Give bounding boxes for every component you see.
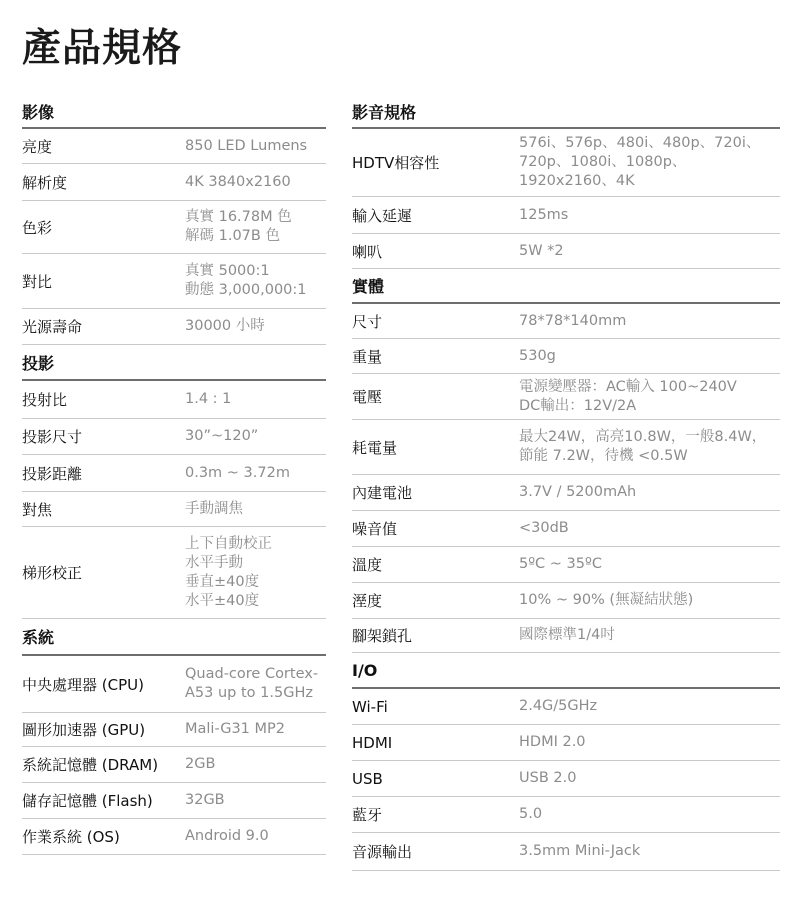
spec-value-line: 1.4 : 1 [185, 391, 232, 407]
spec-label: 作業系統 (OS) [22, 828, 120, 846]
spec-row [22, 381, 326, 419]
spec-row [22, 309, 326, 345]
spec-label: 梯形校正 [22, 564, 83, 582]
section-heading: 影音規格 [352, 96, 780, 129]
spec-value-line: HDMI 2.0 [519, 734, 586, 750]
spec-value-line: Mali-G31 MP2 [185, 721, 285, 737]
section-heading: 投影 [22, 345, 326, 381]
spec-label: 溫度 [352, 556, 383, 574]
spec-value [185, 535, 272, 611]
spec-value [185, 500, 243, 519]
spec-label: 輸入延遲 [352, 206, 413, 225]
spec-value-line: Quad-core Cortex- [185, 666, 319, 682]
spec-value-line: <30dB [519, 520, 569, 536]
spec-value-line: Android 9.0 [185, 828, 269, 844]
spec-row [352, 234, 780, 269]
spec-label: 溼度 [352, 592, 383, 610]
spec-value-line: USB 2.0 [519, 770, 577, 786]
spec-row [22, 164, 326, 201]
spec-value-line: 真實 16.78M 色 [185, 209, 292, 225]
spec-label: 中央處理器 (CPU) [22, 675, 144, 694]
spec-value [519, 134, 760, 191]
spec-value [185, 427, 258, 446]
spec-value-line: 垂直±40度 [185, 573, 260, 590]
spec-value [519, 378, 737, 416]
spec-row [352, 339, 780, 374]
spec-value [519, 519, 569, 538]
spec-value [519, 428, 766, 466]
spec-row [352, 583, 780, 619]
spec-label: 對焦 [22, 500, 53, 519]
spec-row [22, 254, 326, 309]
spec-label: 系統記憶體 (DRAM) [22, 756, 159, 774]
spec-value-line: 水平手動 [185, 554, 243, 571]
spec-value-line: 5ºC ~ 35ºC [519, 556, 602, 572]
spec-row [22, 527, 326, 619]
spec-value-line: 720p、1080i、1080p、 [519, 154, 687, 170]
spec-row [352, 374, 780, 420]
spec-label: HDMI [352, 733, 393, 752]
spec-label: 投射比 [22, 391, 68, 409]
spec-value-line: 水平±40度 [185, 592, 260, 609]
spec-row [22, 129, 326, 164]
spec-label: HDTV相容性 [352, 154, 440, 172]
spec-value [185, 827, 269, 846]
spec-label: 噪音值 [352, 520, 398, 538]
spec-value [185, 665, 318, 703]
spec-value-line: 3.7V / 5200mAh [519, 484, 637, 500]
section-heading: I/O [352, 653, 780, 689]
spec-row [22, 783, 326, 819]
page-title: 產品規格 [22, 26, 183, 71]
spec-row [352, 197, 780, 234]
spec-value [185, 208, 292, 246]
spec-value [519, 555, 602, 574]
spec-value-line: 最大24W，高亮10.8W，一般8.4W， [519, 429, 767, 445]
spec-row [352, 761, 780, 797]
spec-value [519, 626, 615, 645]
spec-value-line: 32GB [185, 792, 225, 808]
spec-value-line: 1920x2160、4K [519, 173, 635, 189]
spec-value-line: 真實 5000:1 [185, 263, 270, 279]
section-heading: 系統 [22, 619, 326, 656]
spec-row [352, 547, 780, 583]
spec-value-line: A53 up to 1.5GHz [185, 685, 313, 701]
spec-row [22, 455, 326, 492]
spec-label: 投影尺寸 [22, 428, 83, 446]
spec-value [519, 842, 640, 861]
spec-value-line: 78*78*140mm [519, 312, 627, 329]
spec-value [519, 242, 564, 261]
spec-label: 儲存記憶體 (Flash) [22, 792, 153, 810]
spec-label: 投影距離 [22, 464, 83, 483]
spec-row [352, 833, 780, 871]
spec-value-line: 576i、576p、480i、480p、720i、 [519, 135, 761, 151]
spec-value [519, 483, 636, 502]
spec-value-line: 125ms [519, 206, 569, 223]
spec-value-line: 2GB [185, 756, 216, 772]
spec-column-right [352, 96, 780, 871]
spec-value-line: 530g [519, 347, 556, 364]
spec-value-line: 5.0 [519, 806, 543, 822]
spec-label: 圖形加速器 (GPU) [22, 721, 146, 739]
spec-value-line: 上下自動校正 [185, 535, 272, 552]
spec-value-line: 10% ~ 90% (無凝結狀態) [519, 592, 694, 608]
spec-label: 藍牙 [352, 806, 383, 824]
spec-value-line: 解碼 1.07B 色 [185, 228, 280, 244]
spec-row [352, 689, 780, 725]
spec-column-left [22, 96, 326, 855]
spec-label: 亮度 [22, 137, 53, 156]
spec-row [352, 475, 780, 511]
spec-value-line: 2.4G/5GHz [519, 698, 598, 714]
spec-row [352, 797, 780, 833]
spec-value [185, 390, 231, 409]
spec-value-line: 0.3m ~ 3.72m [185, 464, 290, 481]
spec-value [519, 733, 586, 752]
spec-label: 重量 [352, 347, 383, 366]
spec-label: 喇叭 [352, 242, 383, 261]
spec-value [519, 769, 576, 788]
spec-label: 音源輸出 [352, 843, 413, 861]
spec-value [519, 312, 626, 331]
spec-value-line: DC輸出：12V/2A [519, 397, 637, 414]
section-heading: 實體 [352, 269, 780, 304]
spec-label: 色彩 [22, 218, 53, 237]
spec-label: Wi-Fi [352, 697, 388, 716]
spec-value-line: 850 LED Lumens [185, 137, 308, 154]
spec-row [352, 420, 780, 475]
spec-row [22, 713, 326, 747]
spec-value-line: 30”~120” [185, 428, 259, 444]
spec-value [185, 720, 285, 739]
spec-value-line: 國際標準1/4吋 [519, 627, 615, 643]
spec-row [352, 511, 780, 547]
spec-value-line: 電源變壓器：AC輸入 100~240V [519, 378, 737, 395]
spec-label: 光源壽命 [22, 318, 83, 336]
spec-value-line: 5W *2 [519, 242, 564, 259]
spec-label: USB [352, 769, 383, 788]
spec-label: 耗電量 [352, 438, 398, 457]
spec-label: 解析度 [22, 173, 68, 192]
section-heading: 影像 [22, 96, 326, 129]
spec-value [519, 347, 556, 366]
spec-label: 內建電池 [352, 484, 413, 502]
spec-row [22, 201, 326, 254]
spec-row [22, 656, 326, 713]
spec-value [519, 206, 568, 225]
spec-value [185, 791, 225, 810]
spec-row [352, 725, 780, 761]
spec-label: 電壓 [352, 388, 383, 406]
spec-value-line: 節能 7.2W，待機 <0.5W [519, 448, 688, 464]
spec-value [185, 755, 215, 774]
spec-value [185, 317, 265, 336]
spec-value [185, 464, 290, 483]
spec-value-line: 3.5mm Mini-Jack [519, 843, 641, 859]
spec-row [22, 747, 326, 783]
spec-label: 對比 [22, 272, 53, 291]
spec-value [185, 137, 307, 156]
spec-row [352, 619, 780, 653]
spec-label: 尺寸 [352, 312, 383, 331]
spec-row [22, 492, 326, 527]
spec-value [185, 173, 291, 192]
spec-value-line: 30000 小時 [185, 318, 265, 334]
spec-row [352, 129, 780, 197]
spec-value-line: 動態 3,000,000:1 [185, 282, 307, 298]
spec-row [352, 304, 780, 339]
spec-value [519, 591, 693, 610]
spec-row [22, 419, 326, 455]
spec-label: 腳架鎖孔 [352, 627, 413, 645]
spec-value-line: 手動調焦 [185, 500, 243, 517]
spec-row [22, 819, 326, 855]
spec-value [519, 697, 597, 716]
spec-value [519, 805, 542, 824]
spec-value-line: 4K 3840x2160 [185, 173, 291, 190]
spec-value [185, 262, 307, 300]
